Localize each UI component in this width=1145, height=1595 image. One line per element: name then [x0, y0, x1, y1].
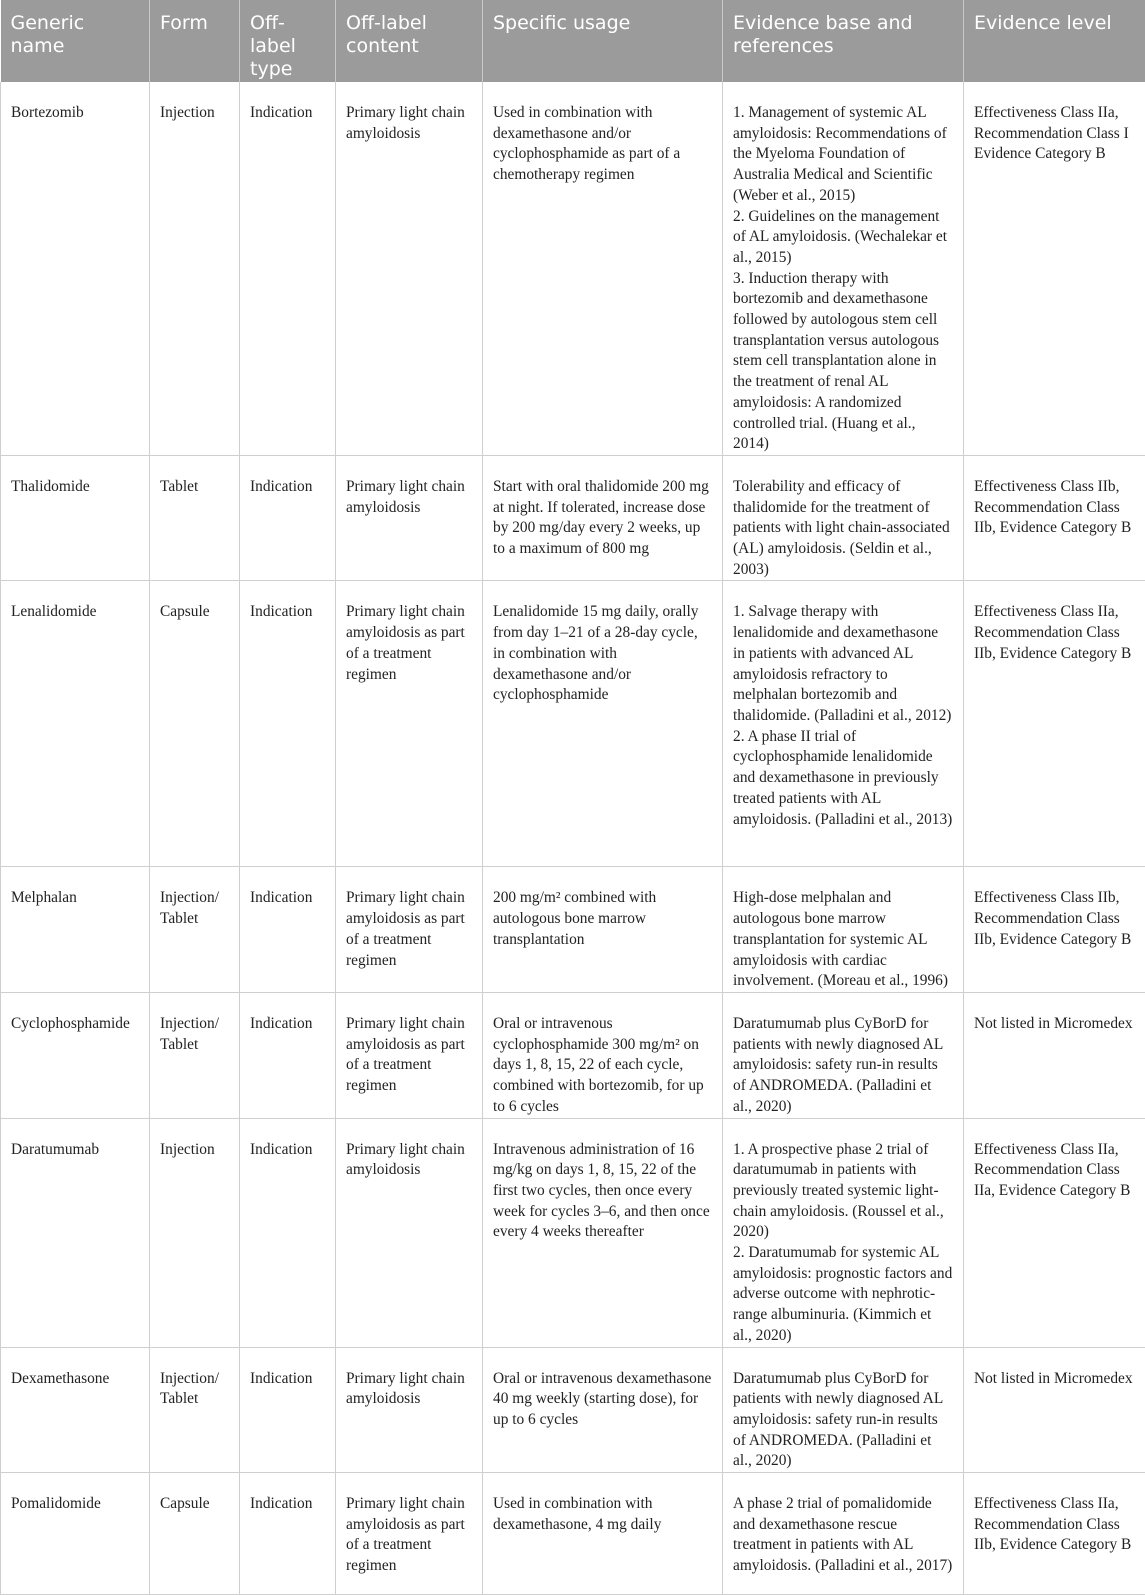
evidence-level-cell: Not listed in Micromedex [964, 1347, 1145, 1473]
off-label-content-cell: Primary light chain amyloidosis [336, 1118, 483, 1347]
header-off-label-type: Off-label type [240, 0, 336, 82]
table-row [1, 82, 1145, 455]
evidence-cell [723, 455, 964, 581]
specific-usage-cell: Oral or intravenous dexamethasone 40 mg weekly (starting dose), for up to 6 cycles [483, 1347, 723, 1473]
evidence-reference: Daratumumab plus CyBorD for patients with newly diagnosed AL amyloidosis: safety run-in results of ANDROMEDA. (Palladini et al., 2020) [733, 1369, 953, 1473]
evidence-level-cell: Effectiveness Class IIa, Recommendation Class IIb, Evidence Category B [964, 581, 1145, 867]
table-body [1, 82, 1145, 1595]
header-evidence-base: Evidence base and references [723, 0, 964, 82]
evidence-cell [723, 82, 964, 455]
evidence-cell [723, 1118, 964, 1347]
off-label-content-cell: Primary light chain amyloidosis as part of a treatment regimen [336, 992, 483, 1118]
evidence-reference: Daratumumab plus CyBorD for patients with newly diagnosed AL amyloidosis: safety run-in results of ANDROMEDA. (Palladini et al., 2020) [733, 1014, 953, 1118]
evidence-reference: 1. A prospective phase 2 trial of daratumumab in patients with previously treated systemic light-chain amyloidosis. (Roussel et al., 2020) [733, 1140, 953, 1244]
evidence-level-cell: Effectiveness Class IIb, Recommendation Class IIb, Evidence Category B [964, 455, 1145, 581]
generic-name-cell: Pomalidomide [1, 1473, 150, 1595]
form-cell: Capsule [150, 581, 240, 867]
generic-name-cell: Thalidomide [1, 455, 150, 581]
evidence-reference: 1. Management of systemic AL amyloidosis: Recommendations of the Myeloma Foundation of Australia Medical and Scientific (Weber et al., 2015) [733, 103, 953, 207]
generic-name-cell: Lenalidomide [1, 581, 150, 867]
evidence-cell [723, 992, 964, 1118]
evidence-reference: 1. Salvage therapy with lenalidomide and dexamethasone in patients with advanced AL amyloidosis refractory to melphalan bortezomib and thalidomide. (Palladini et al., 2012) [733, 602, 953, 726]
evidence-level-cell: Effectiveness Class IIa, Recommendation Class IIa, Evidence Category B [964, 1118, 1145, 1347]
off-label-content-cell: Primary light chain amyloidosis as part of a treatment regimen [336, 1473, 483, 1595]
header-form: Form [150, 0, 240, 82]
specific-usage-cell: Intravenous administration of 16 mg/kg on days 1, 8, 15, 22 of the first two cycles, then once every week for cycles 3–6, and then once every 4 weeks thereafter [483, 1118, 723, 1347]
table-header [1, 0, 1145, 82]
evidence-reference: 2. Daratumumab for systemic AL amyloidosis: prognostic factors and adverse outcome with nephrotic-range albuminuria. (Kimmich et al., 2020) [733, 1243, 953, 1347]
generic-name-cell: Daratumumab [1, 1118, 150, 1347]
header-specific-usage: Specific usage [483, 0, 723, 82]
off-label-content-cell: Primary light chain amyloidosis [336, 455, 483, 581]
off-label-type-cell: Indication [240, 1347, 336, 1473]
off-label-content-cell: Primary light chain amyloidosis as part of a treatment regimen [336, 867, 483, 993]
off-label-type-cell: Indication [240, 867, 336, 993]
form-cell: Injection [150, 82, 240, 455]
evidence-level-cell: Effectiveness Class IIa, Recommendation Class I Evidence Category B [964, 82, 1145, 455]
evidence-reference: Tolerability and efficacy of thalidomide for the treatment of patients with light chain-associated (AL) amyloidosis. (Seldin et al., 2003) [733, 477, 953, 581]
evidence-reference: 3. Induction therapy with bortezomib and dexamethasone followed by autologous stem cell transplantation versus autologous stem cell transplantation alone in the treatment of renal AL amyloidosis: A randomized controlled trial. (Huang et al., 2014) [733, 269, 953, 455]
evidence-cell [723, 1473, 964, 1595]
evidence-level-cell: Effectiveness Class IIb, Recommendation Class IIb, Evidence Category B [964, 867, 1145, 993]
off-label-type-cell: Indication [240, 82, 336, 455]
form-cell: Injection/ Tablet [150, 1347, 240, 1473]
specific-usage-cell: Start with oral thalidomide 200 mg at night. If tolerated, increase dose by 200 mg/day every 2 weeks, up to a maximum of 800 mg [483, 455, 723, 581]
evidence-cell [723, 1347, 964, 1473]
header-off-label-content: Off-label content [336, 0, 483, 82]
evidence-level-cell: Not listed in Micromedex [964, 992, 1145, 1118]
table-row [1, 1473, 1145, 1595]
evidence-reference: A phase 2 trial of pomalidomide and dexamethasone rescue treatment in patients with AL amyloidosis. (Palladini et al., 2017) [733, 1494, 953, 1577]
off-label-type-cell: Indication [240, 455, 336, 581]
evidence-cell [723, 867, 964, 993]
form-cell: Tablet [150, 455, 240, 581]
header-row [1, 0, 1145, 82]
off-label-type-cell: Indication [240, 1118, 336, 1347]
table-row [1, 867, 1145, 993]
generic-name-cell: Bortezomib [1, 82, 150, 455]
evidence-cell [723, 581, 964, 867]
off-label-type-cell: Indication [240, 581, 336, 867]
table-row [1, 1347, 1145, 1473]
off-label-content-cell: Primary light chain amyloidosis [336, 82, 483, 455]
table-row [1, 581, 1145, 867]
off-label-content-cell: Primary light chain amyloidosis [336, 1347, 483, 1473]
evidence-reference: High-dose melphalan and autologous bone marrow transplantation for systemic AL amyloidosis with cardiac involvement. (Moreau et al., 1996) [733, 888, 953, 992]
table-row [1, 455, 1145, 581]
off-label-type-cell: Indication [240, 1473, 336, 1595]
form-cell: Injection/ Tablet [150, 992, 240, 1118]
generic-name-cell: Dexamethasone [1, 1347, 150, 1473]
evidence-reference: 2. A phase II trial of cyclophosphamide lenalidomide and dexamethasone in previously treated patients with AL amyloidosis. (Palladini et al., 2013) [733, 727, 953, 831]
generic-name-cell: Melphalan [1, 867, 150, 993]
off-label-type-cell: Indication [240, 992, 336, 1118]
specific-usage-cell: Oral or intravenous cyclophosphamide 300 mg/m² on days 1, 8, 15, 22 of each cycle, combined with bortezomib, for up to 6 cycles [483, 992, 723, 1118]
header-generic-name: Generic name [1, 0, 150, 82]
specific-usage-cell: Used in combination with dexamethasone, 4 mg daily [483, 1473, 723, 1595]
specific-usage-cell: Used in combination with dexamethasone and/or cyclophosphamide as part of a chemotherapy regimen [483, 82, 723, 455]
form-cell: Capsule [150, 1473, 240, 1595]
header-evidence-level: Evidence level [964, 0, 1145, 82]
specific-usage-cell: Lenalidomide 15 mg daily, orally from day 1–21 of a 28-day cycle, in combination with dexamethasone and/or cyclophosphamide [483, 581, 723, 867]
off-label-content-cell: Primary light chain amyloidosis as part of a treatment regimen [336, 581, 483, 867]
evidence-reference: 2. Guidelines on the management of AL amyloidosis. (Wechalekar et al., 2015) [733, 207, 953, 269]
evidence-level-cell: Effectiveness Class IIa, Recommendation Class IIb, Evidence Category B [964, 1473, 1145, 1595]
specific-usage-cell: 200 mg/m² combined with autologous bone marrow transplantation [483, 867, 723, 993]
form-cell: Injection [150, 1118, 240, 1347]
table-row [1, 992, 1145, 1118]
generic-name-cell: Cyclophosphamide [1, 992, 150, 1118]
table-row [1, 1118, 1145, 1347]
form-cell: Injection/ Tablet [150, 867, 240, 993]
